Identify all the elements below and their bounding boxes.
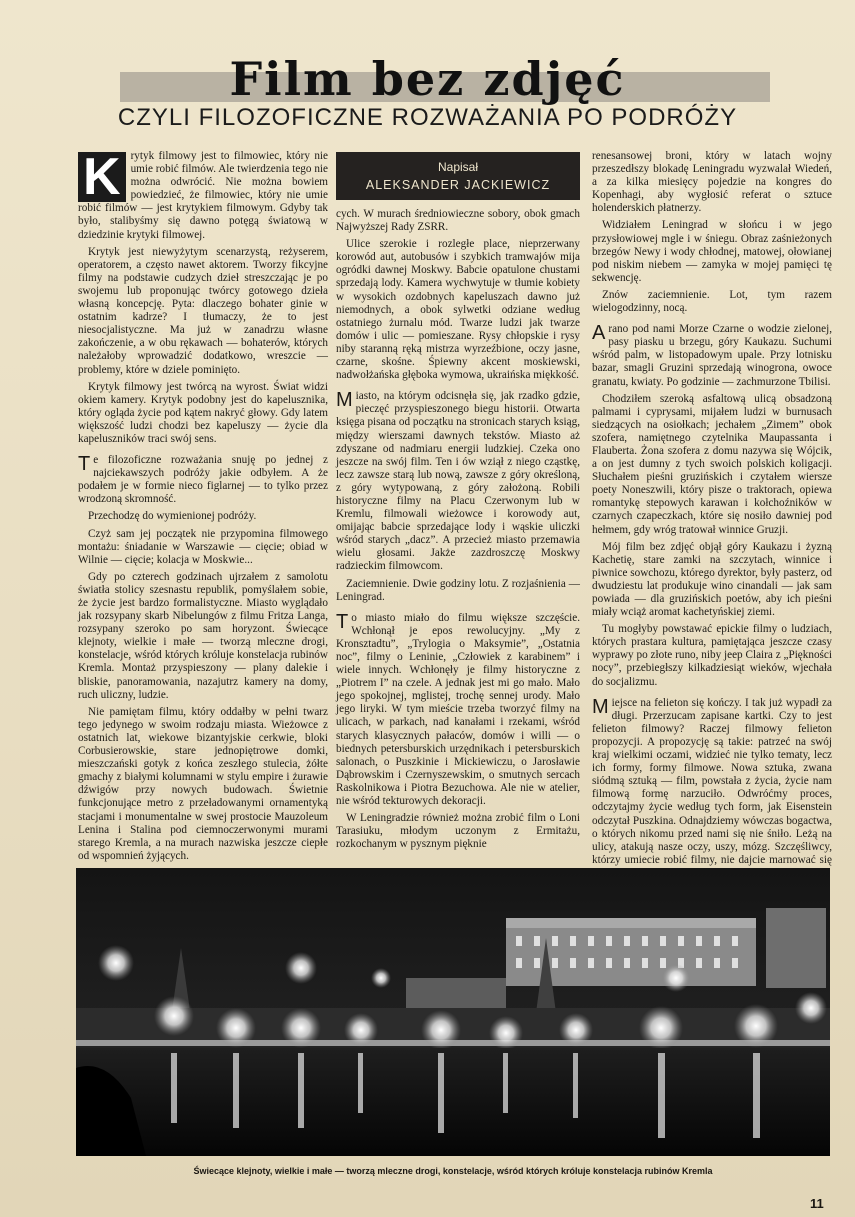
photo-illustration [76, 868, 830, 1156]
paragraph: cych. W murach średniowieczne sobory, obok gmach Najwyższej Rady ZSRR. [336, 208, 580, 234]
text-column-3 [592, 150, 832, 868]
section-initial: M [592, 695, 609, 718]
section-initial: A [592, 322, 606, 345]
paragraph: Chodziłem szeroką asfaltową ulicą obsadzoną palmami i cyprysami, mijałem ludzi w burnusach siedzących na osiołkach; jechałem „Zimem” obok szofera, namiętnego czytelnika Maupassanta i Flauberta. Żona szofera z domu nazywa się Wójcik, a on jest dumny z tych swoich polskich koligacji. Słuchałem pieśni gruzińskich i czytałem wiersze poety Noneszwili, który pisze o traktorach, opiewa romantykę stepowych karawan i kołchoźników w czarnych czapeczkach, które się nosiło dawniej pod hełmem, gdy wróg tratował winnice Gruzji. [592, 392, 832, 536]
paragraph: rytyk filmowy jest to filmowiec, który nie umie robić filmów. Ale twierdzenia tego nie można odwrócić. Nie można bowiem powiedzieć, że filmowiec, który nie umie robić filmów — jest krytykiem filmowym. Gdyby tak było, stalibyśmy się dawno potęgą światową w dziedzinie krytyki filmowej. [78, 150, 328, 241]
paragraph: e filozoficzne rozważania snuję po jednej z najciekawszych podróży jakie odbyłem. A że podałem je w formie nieco figlarnej — to tylko przez wrodzoną skromność. [78, 454, 328, 506]
paragraph: Gdy po czterech godzinach ujrzałem z samolotu światła stolicy szesnastu republik, pomyślałem sobie, że życie jest bardzo formalistyczne. Miasto wyglądało jak rozsypany skarb Nibelungów z filmu Fritza Langa, rozsypany szeroko po sam horyzont. Świecące klejnoty, wielkie i małe — tworzą mleczne drogi, konstelacje, wśród których króluje konstelacja rubinów Kremla. Montaż przyspieszony — plany dalekie i bliskie, panoramowania, nazajutrz kamery na domy, ruch uliczny, ludzie. [78, 570, 328, 701]
page-number: 11 [810, 1196, 824, 1211]
text-column-2 [336, 208, 580, 870]
section-initial: M [336, 389, 353, 412]
paragraph: Mój film bez zdjęć objął góry Kaukazu i żyzną Kachetię, stare zamki na szczytach, winnice i piwnice sowchozu, którego dyrektor, były pasterz, od dwudziestu lat produkuje wino cinandali — jak sam powiada — dla gruzińskich poetów, aby ich pieśni miały wciąż aromat kachetyńskiej ziemi. [592, 540, 832, 619]
section-initial: T [78, 453, 91, 476]
paragraph: iasto, na którym odcisnęła się, jak rzadko gdzie, pieczęć przyspieszonego biegu historii. Otwarta księga pisana od początku na stronicach starych ksiąg, między wierszami dawnych tekstów. Miasto aż zdyszane od nadmiaru energii ludzkiej. Czeka ono jeszcze na swój film. Ten i ów wziął z niego cząstkę, lecz zawsze starą lub nową, zawsze z góry określoną, z góry wytypowaną, z góry założoną. Robili historyczne filmy na Placu Czerwonym lub w Kremlu, filmowali wieżowce i korowody aut, omijając babcie sprzedające lody i wąskie uliczki wśród starych „dacz”. A przecież miasto przemawia wielu głosami. Jakże zazdroszczę Moskwy radzieckim filmowcom. [336, 390, 580, 573]
paragraph: Krytyk jest niewyżytym scenarzystą, reżyserem, operatorem, a często nawet aktorem. Tworzy fikcyjne filmy na podstawie cudzych dzieł streszczając je po swojemu lub proponując twórcy gotowego dzieła własną koncepcję. Pyta: dlaczego bohater ginie w ostatnim kadrze? I tłumaczy, że to jest niesocjalistyczne. Ma już w zanadrzu własne zakończenie, a w obu rękawach — bohaterów, których należałoby wprowadzić dodatkowo, wreszcie — problemy, które w dziele pominięto. [78, 245, 328, 376]
article-title: Film bez zdjęć [229, 52, 626, 106]
paragraph: Nie pamiętam filmu, który oddałby w pełni twarz tego jedynego w swoim rodzaju miasta. Wieżowce z ostatnich lat, wiekowe bizantyjskie cerkwie, bloki Corbusierowskie, stare jednopiętrowe domki, mieszczański gotyk z końca zeszłego stulecia, żółte gmachy z białymi kolumnami w stylu empire i żurawie dźwigów przy nowych budowach. Świetnie funkcjonujące metro z przeładowanymi ornamentyką stacjami i monumentalne w swej prostocie Mauzoleum Lenina i Stalina pod ciemnoczerwonymi murami starego Kremla, a na murach nazwiska jeszcze ciepłe od wspomnień żyjących. [78, 705, 328, 862]
kremlin-night-photo [76, 868, 830, 1156]
section-initial: T [336, 610, 349, 633]
author-byline-box [336, 152, 580, 200]
byline-author: ALEKSANDER JACKIEWICZ [365, 178, 551, 192]
byline-label: Napisał [437, 160, 479, 174]
paragraph: Widziałem Leningrad w słońcu i w jego przysłowiowej mgle i w śniegu. Obraz zaśnieżonych brzegów Newy i wody chłodnej, matowej, ołowianej pod niskim niebem — zamyka w mojej pamięci tę sekwencję. [592, 219, 832, 284]
paragraph: renesansowej broni, który w latach wojny przeszedłszy blokadę Leningradu wyzwalał Wiedeń, a za kilka miesięcy pojedzie na kongres do Kopenhagi, aby wygłosić referat o sztuce holenderskich płatnerzy. [592, 150, 832, 215]
paragraph: Krytyk filmowy jest twórcą na wyrost. Świat widzi okiem kamery. Krytyk podobny jest do kapelusznika, który ogląda życie pod kątem nakryć głowy. Gdy latem większość ludzi chodzi bez kapeluszy — życie dla kapeluszników traci swój sens. [78, 380, 328, 445]
drop-cap-letter: K [78, 152, 126, 202]
paragraph: Znów zaciemnienie. Lot, tym razem wielogodzinny, nocą. [592, 288, 832, 315]
paragraph: Tu mogłyby powstawać epickie filmy o ludziach, których prastara kultura, pamiętająca jeszcze czasy wyprawy po złote runo, niby jeep Claira z „Piękności nocy”, przebiegłszy kilkadziesiąt wieków, wjechała do socjalizmu. [592, 623, 832, 688]
paragraph: rano pod nami Morze Czarne o wodzie zielonej, pasy piasku u brzegu, góry Kaukazu. Suchumi wśród palm, w listopadowym upale. Przy lotnisku bazar, smagli Gruzini sprzedają winogrona, owoce granatu, kwiaty. Po godzinie — zachmurzone Tbilisi. [592, 323, 832, 388]
paragraph: Zaciemnienie. Dwie godziny lotu. Z rozjaśnienia — Leningrad. [336, 577, 580, 603]
paragraph: o miasto miało do filmu większe szczęście. Wchłonął je epos rewolucyjny. „My z Kronsztadtu”, „Trylogia o Maksymie”, „Ostatnia noc”, filmy o Leninie, „Człowiek z karabinem” i wiele innych. Wchłonęły je filmy historyczne z „Piotrem I” na czele. A jednak jest mi go mało. Mało jego spokojnej, mglistej, trochę sennej urody. Mało jego liryki. W tym mieście trzeba tworzyć filmy na ulicach, w parkach, nad kanałami i rzekami, wśród starych klasycznych pałaców, domów i willi — o biednych petersburskich urzędnikach i petersburskich salonach, o Puszkinie i Mickiewiczu, o Jarosławie Dąbrowskim i Czernyszewskim, o smutnych sercach Raskolnikowa i Piotra Bezuchowa. Ale nie w atelier, nie wśród tekturowych dekoracji. [336, 611, 580, 808]
photo-caption: Świecące klejnoty, wielkie i małe — tworzą mleczne drogi, konstelacje, wśród których króluje konstelacja rubinów Kremla [193, 1166, 713, 1176]
paragraph: Czyż sam jej początek nie przypomina filmowego montażu: śniadanie w Warszawie — cięcie; obiad w Wilnie — cięcie; kolacja w Moskwie... [78, 527, 328, 566]
paragraph: Ulice szerokie i rozległe place, nieprzerwany korowód aut, autobusów i szybkich tramwajów mija ogródki dawnej Moskwy. Babcie opatulone chustami sprzedają lody. Kamera wychwytuje w tłumie kobiety w wysokich ozdobnych kapeluszach dawno już niemodnych, a obok sylwetki odziane według ostatniego żurnalu mód. Twarze ludzi jak twarze domów i ulic — pomieszane. Rysy chłopskie i rysy niby staranną ręką mistrza wyrzeźbione, oczy jasne, czarne, skośne. Śpiewny akcent moskiewski, nadwołżańska głęboka wymowa, ukraińska miękkość. [336, 238, 580, 382]
article-subtitle: CZYLI FILOZOFICZNE ROZWAŻANIA PO PODRÓŻY [117, 104, 738, 131]
paragraph: iejsce na felieton się kończy. I tak już wypadł za długi. Przerzucam zapisane kartki. Czy to jest felieton filmowy? Raczej filmowy felieton propozycji. A propozycję są takie: patrzeć na swój kraj wielkimi oczami, widzieć nie tylko tematy, lecz ich formy, formy filmowe. Nowa sztuka, zwana siódmą sztuką — film, powstała z życia, życie nam filmową formę narzuciło. Odwróćmy proces, odczytajmy życie według tych form, jak Eisenstein odczytał Puszkina. Odnajdziemy wówczas bogactwa, o których nikomu przed nami się nie śniło. Leżą na ulicy, atakują nasze oczy, uszy, mózg. Szczęśliwcy, którzy umiecie robić filmy, nie dajcie marnować się [592, 696, 832, 866]
paragraph: W Leningradzie również można zrobić film o Loni Tarasiuku, młodym uczonym z Ermitażu, rozkochanym w pysznym pięknie [336, 812, 580, 851]
paragraph: Przechodzę do wymienionej podróży. [88, 510, 257, 523]
text-column-1 [78, 150, 328, 868]
